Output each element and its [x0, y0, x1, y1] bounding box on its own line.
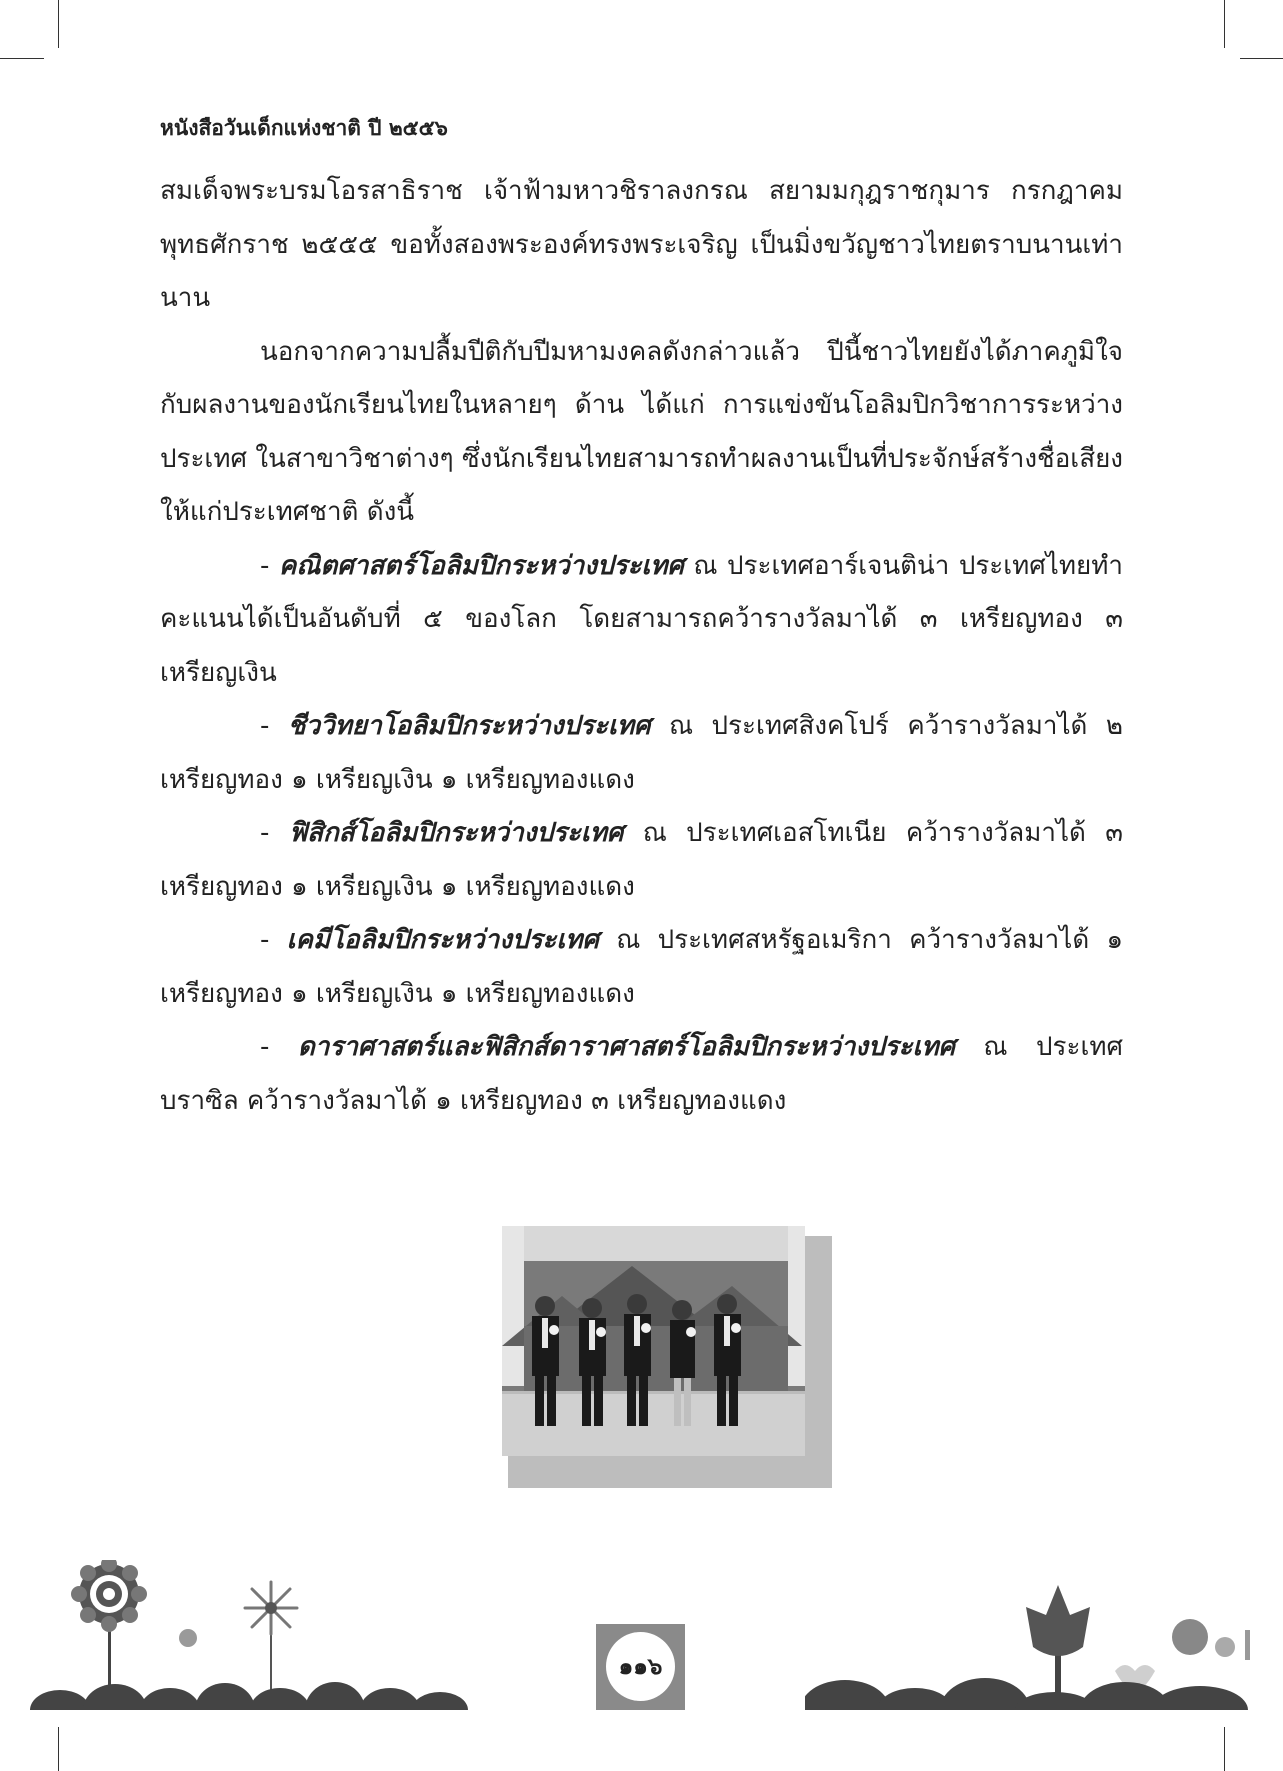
olympiad-item: [160, 1021, 1123, 1128]
page-number: ๑๑๖: [606, 1632, 675, 1701]
item-text: ณ ประเทศสิงคโปร์ คว้ารางวัลมาได้ ๒ เหรียญทอง ๑ เหรียญเงิน ๑ เหรียญทองแดง: [160, 711, 1123, 795]
paragraph: นอกจากความปลื้มปีติกับปีมหามงคลดังกล่าวแล้ว ปีนี้ชาวไทยยังได้ภาคภูมิใจกับผลงานของนักเรียนไทยในหลายๆ ด้าน ได้แก่ การแข่งขันโอลิมปิกวิชาการระหว่างประเทศ ในสาขาวิชาต่างๆ ซึ่งนักเรียนไทยสามารถทำผลงานเป็นที่ประจักษ์สร้างชื่อเสียงให้แก่ประเทศชาติ ดังนี้: [160, 336, 1123, 527]
crop-mark: [1224, 1727, 1225, 1771]
olympiad-item: [160, 807, 1123, 914]
item-dash: -: [260, 711, 288, 741]
item-text: ณ ประเทศเอสโทเนีย คว้ารางวัลมาได้ ๓ เหรียญทอง ๑ เหรียญเงิน ๑ เหรียญทองแดง: [160, 818, 1123, 902]
item-text: ณ ประเทศบราซิล คว้ารางวัลมาได้ ๑ เหรียญทอง ๓ เหรียญทองแดง: [160, 1032, 1123, 1116]
item-title: ฟิสิกส์โอลิมปิกระหว่างประเทศ: [288, 818, 624, 848]
item-title: ดาราศาสตร์และฟิสิกส์ดาราศาสตร์โอลิมปิกระหว่างประเทศ: [297, 1032, 955, 1062]
photo-frame: [502, 1226, 832, 1488]
crop-mark: [1224, 0, 1225, 48]
item-dash: -: [260, 818, 289, 848]
olympiad-item: [160, 914, 1123, 1021]
students-photo-illustration: [502, 1226, 805, 1456]
item-text: ณ ประเทศสหรัฐอเมริกา คว้ารางวัลมาได้ ๑ เหรียญทอง ๑ เหรียญเงิน ๑ เหรียญทองแดง: [160, 925, 1123, 1009]
students-photo: [502, 1226, 805, 1456]
item-title: คณิตศาสตร์โอลิมปิกระหว่างประเทศ: [278, 550, 684, 581]
page-number-box: [596, 1624, 685, 1710]
crop-mark: [1240, 58, 1283, 59]
crop-mark: [58, 0, 59, 48]
item-title: เคมีโอลิมปิกระหว่างประเทศ: [286, 925, 599, 955]
crop-mark: [58, 1727, 59, 1771]
paragraph: สมเด็จพระบรมโอรสาธิราช เจ้าฟ้ามหาวชิราลงกรณ สยามมกุฎราชกุมาร กรกฎาคม พุทธศักราช ๒๕๕๕ ขอทั้งสองพระองค์ทรงพระเจริญ เป็นมิ่งขวัญชาวไทยตราบนานเท่านาน: [160, 176, 1123, 313]
crop-mark: [0, 58, 44, 59]
olympiad-item: [160, 540, 1123, 701]
item-dash: -: [260, 550, 279, 581]
item-text: ณ ประเทศอาร์เจนติน่า ประเทศไทยทำคะแนนได้เป็นอันดับที่ ๕ ของโลก โดยสามารถคว้ารางวัลมาได้ ๓ เหรียญทอง ๓ เหรียญเงิน: [160, 550, 1123, 688]
olympiad-item: [160, 700, 1123, 807]
tulip-hills-illustration: [805, 1585, 1250, 1710]
item-dash: -: [260, 1032, 298, 1062]
body-text: [160, 165, 1123, 1128]
running-header: หนังสือวันเด็กแห่งชาติ ปี ๒๕๕๖: [160, 116, 448, 140]
item-title: ชีววิทยาโอลิมปิกระหว่างประเทศ: [287, 711, 651, 741]
flower-hills-illustration: [30, 1560, 480, 1710]
item-dash: -: [260, 925, 287, 955]
